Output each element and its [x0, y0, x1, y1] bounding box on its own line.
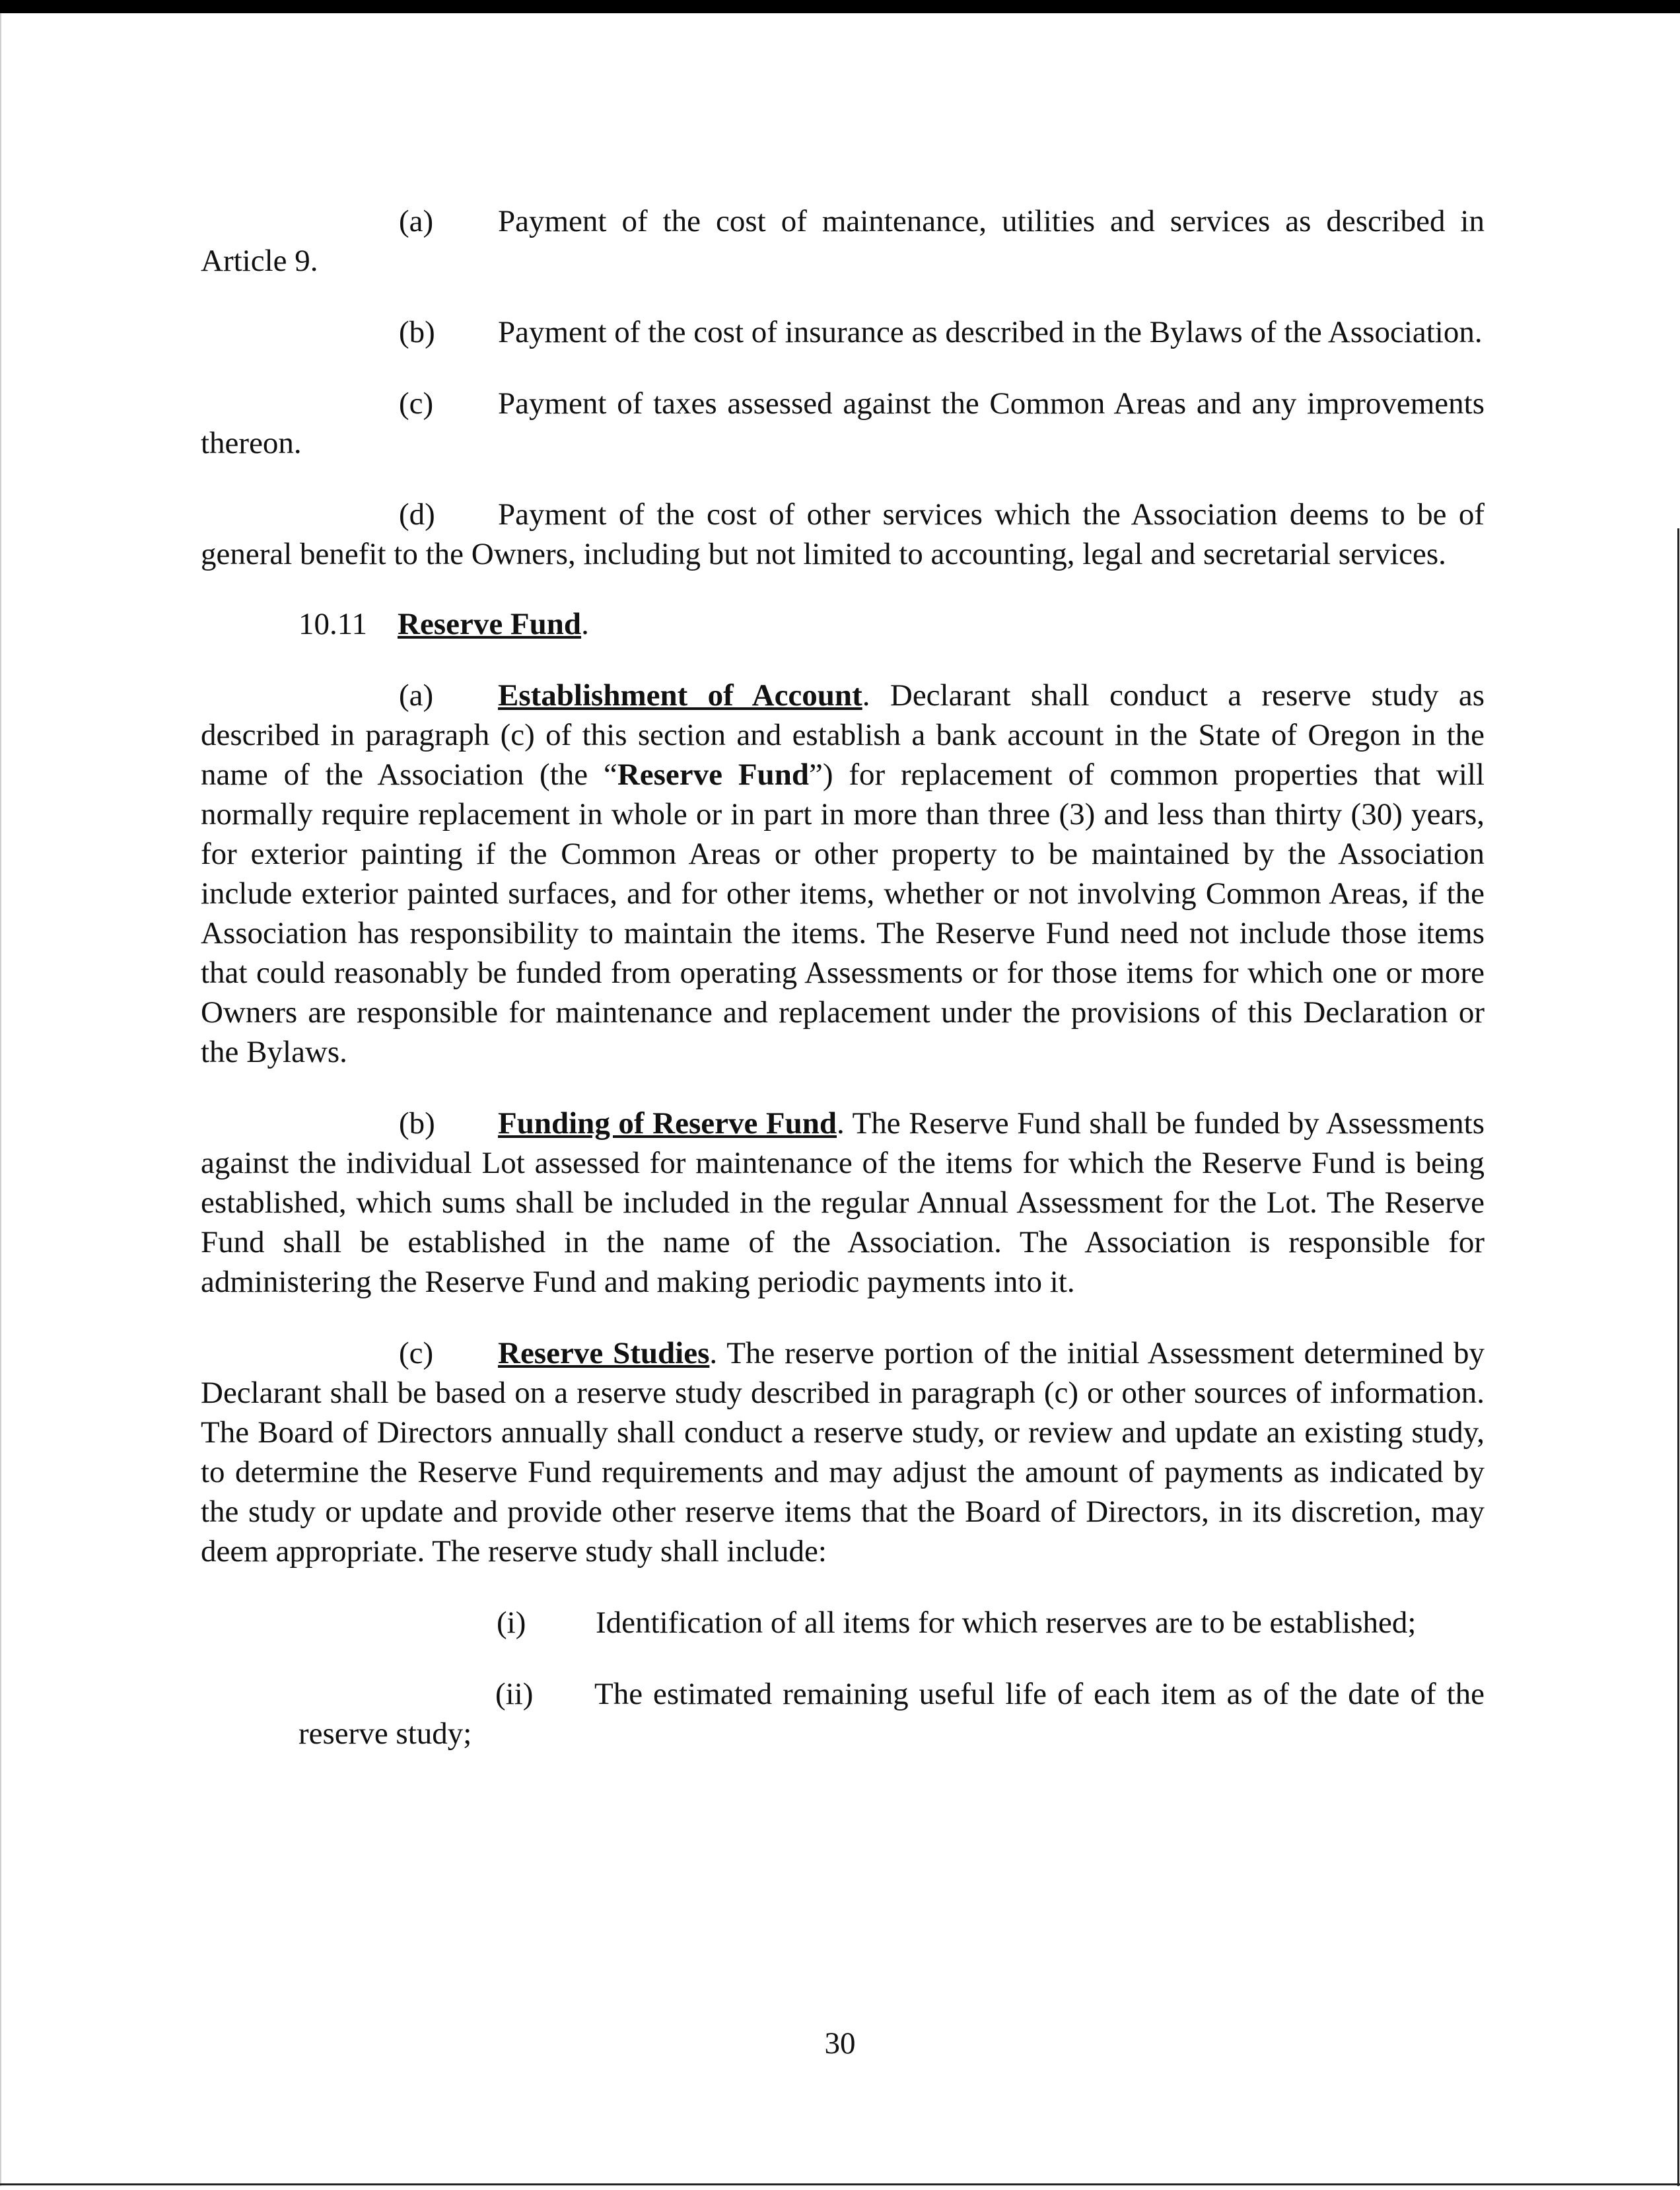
item-a-text: Payment of the cost of maintenance, utilities and services as described in Article 9. [201, 204, 1485, 278]
reserve-b-title: Funding of Reserve Fund [498, 1106, 837, 1141]
reserve-a-label: (a) [399, 678, 434, 713]
section-title: Reserve Fund [398, 607, 582, 641]
section-title-suffix: . [581, 607, 589, 641]
item-d [201, 495, 1485, 574]
subitem-i-text: Identification of all items for which reserves are to be established; [596, 1606, 1417, 1640]
reserve-a-text-1: . Declarant shall conduct a reserve study as described in paragraph (c) of this section and establish a bank account in the State of Oregon in the name of the Association (the “ [201, 678, 1485, 792]
reserve-a-paragraph [201, 676, 1485, 1072]
item-d-text: Payment of the cost of other services which the Association deems to be of general benefit to the Owners, including but not limited to accounting, legal and secretarial services. [201, 497, 1485, 571]
document-page [201, 201, 1485, 1753]
item-b-text: Payment of the cost of insurance as described in the Bylaws of the Association. [498, 315, 1483, 349]
item-a [201, 201, 1485, 281]
item-b [201, 312, 1485, 352]
subitem-i-label: (i) [497, 1606, 526, 1640]
scan-top-border [0, 0, 1680, 13]
reserve-c-text: . The reserve portion of the initial Assessment determined by Declarant shall be based on a reserve study described in paragraph (c) or other sources of information. The Board of Directors annually shall conduct a reserve study, or review and update an existing study, to determine the Reserve Fund requirements and may adjust the amount of payments as indicated by the study or update and provide other reserve items that the Board of Directors, in its discretion, may deem appropriate. The reserve study shall include: [201, 1336, 1485, 1569]
reserve-b-paragraph [201, 1104, 1485, 1302]
reserve-c-title: Reserve Studies [498, 1336, 710, 1370]
reserve-a-text-2: ”) for replacement of common properties that will normally require replacement in whole or in part in more than three (3) and less than thirty (30) years, for exterior painting if the Common Areas or other property to be maintained by the Association include exterior painted surfaces, and for other items, whether or not involving Common Areas, if the Association has responsibility to maintain the items. The Reserve Fund need not include those items that could reasonably be funded from operating Assessments or for those items for which one or more Owners are responsible for maintenance and replacement under the provisions of this Declaration or the Bylaws. [201, 758, 1485, 1069]
subitem-ii [298, 1674, 1485, 1753]
subitem-ii-label: (ii) [495, 1677, 534, 1711]
item-c-text: Payment of taxes assessed against the Common Areas and any improvements thereon. [201, 386, 1485, 460]
page-number: 30 [824, 2026, 856, 2061]
reserve-c-label: (c) [399, 1336, 434, 1370]
reserve-c-paragraph [201, 1333, 1485, 1571]
scan-bottom-edge [0, 2183, 1680, 2185]
item-d-label: (d) [399, 497, 435, 532]
reserve-b-text: . The Reserve Fund shall be funded by Assessments against the individual Lot assessed for maintenance of the items for which the Reserve Fund is being established, which sums shall be included in the regular Annual Assessment for the Lot. The Reserve Fund shall be established in the name of the Association. The Association is responsible for administering the Reserve Fund and making periodic payments into it. [201, 1106, 1485, 1299]
reserve-a-bold-term: Reserve Fund [617, 758, 809, 792]
reserve-a-title: Establishment of Account [498, 678, 862, 713]
subitem-ii-text: The estimated remaining useful life of each item as of the date of the reserve study; [298, 1677, 1485, 1751]
section-heading [298, 604, 1485, 644]
item-c [201, 384, 1485, 463]
subitem-i [497, 1603, 1485, 1642]
section-number: 10.11 [298, 607, 368, 641]
scan-right-edge [1677, 528, 1679, 2186]
item-a-label: (a) [399, 204, 434, 238]
scan-left-edge [0, 13, 1, 2186]
reserve-b-label: (b) [399, 1106, 435, 1141]
item-b-label: (b) [399, 315, 435, 349]
item-c-label: (c) [399, 386, 434, 421]
